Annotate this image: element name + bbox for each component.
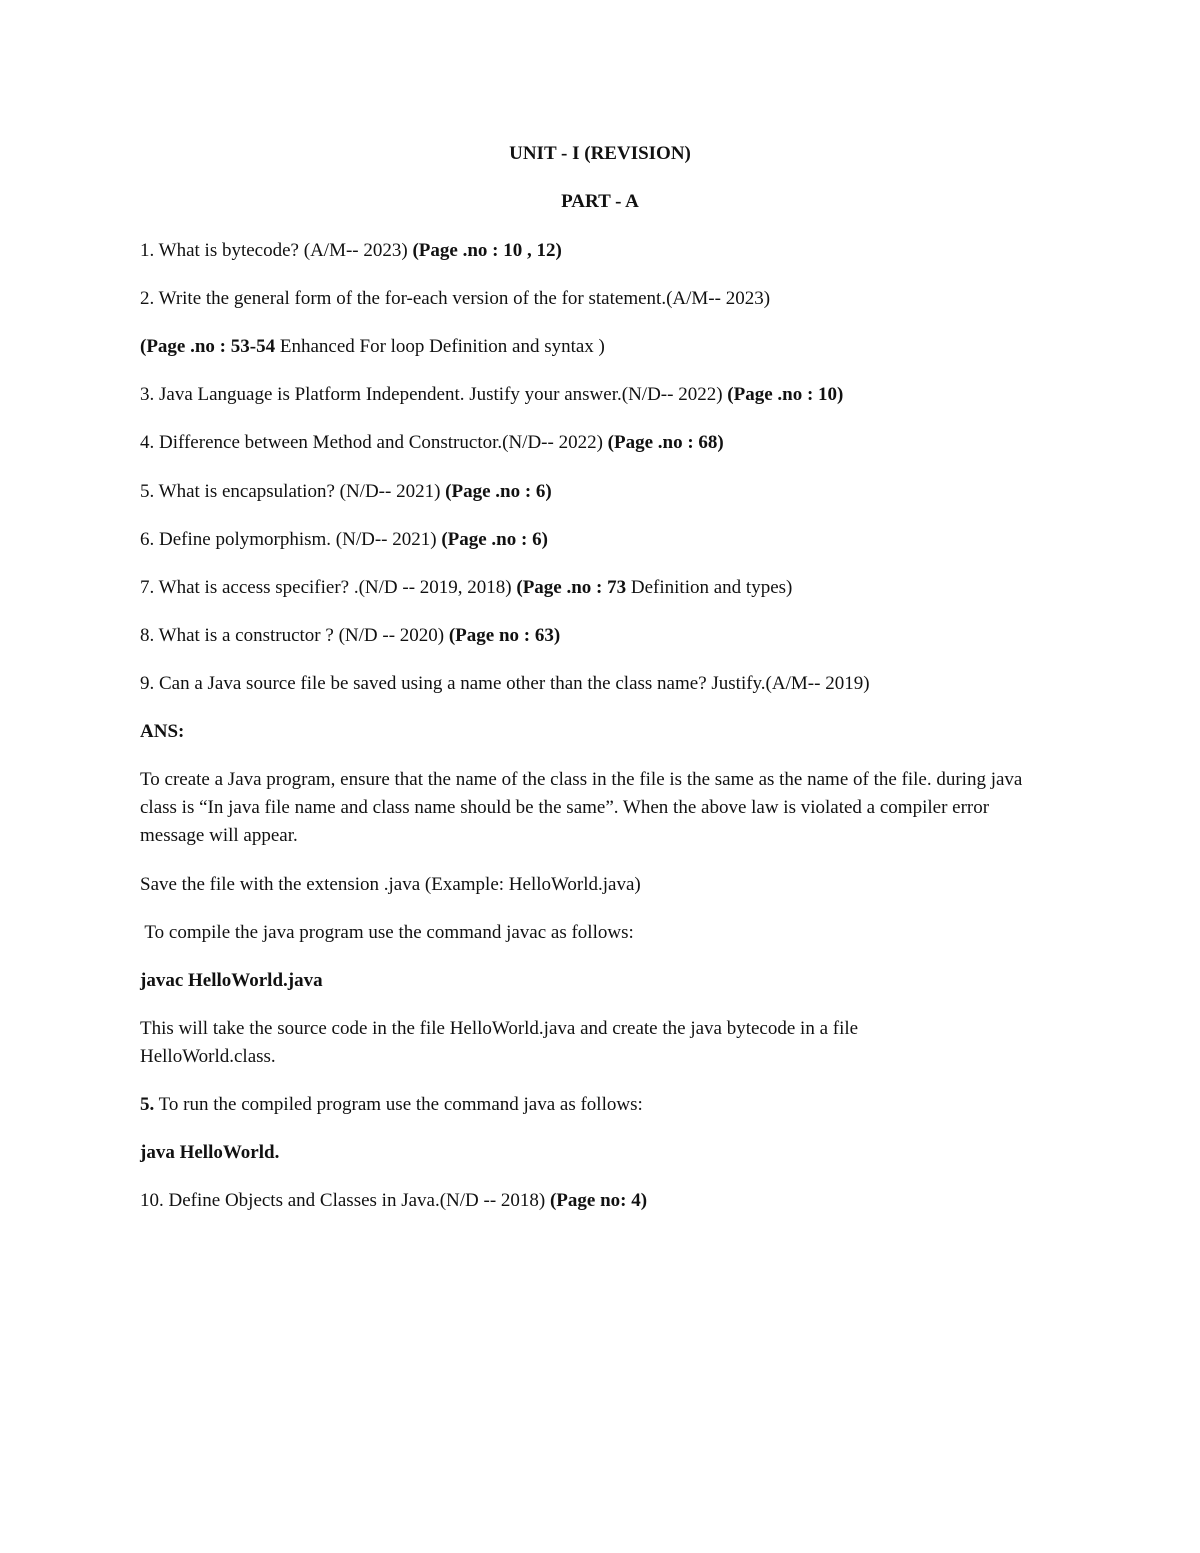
question-4: 4. Difference between Method and Constructor.(N/D-- 2022) (Page .no : 68) bbox=[140, 432, 724, 453]
part-heading: PART - A bbox=[561, 191, 639, 212]
question-2-reference: (Page .no : 53-54 Enhanced For loop Definition and syntax ) bbox=[140, 336, 605, 357]
question-2: 2. Write the general form of the for-each version of the for statement.(A/M-- 2023) bbox=[140, 288, 771, 309]
question-1: 1. What is bytecode? (A/M-- 2023) (Page .no : 10 , 12) bbox=[140, 240, 562, 261]
question-8: 8. What is a constructor ? (N/D -- 2020) (Page no : 63) bbox=[140, 625, 561, 646]
unit-title: UNIT - I (REVISION) bbox=[509, 143, 691, 164]
run-command: java HelloWorld. bbox=[140, 1142, 280, 1163]
answer-paragraph-2: Save the file with the extension .java (Example: HelloWorld.java) bbox=[140, 874, 641, 895]
question-9: 9. Can a Java source file be saved using a name other than the class name? Justify.(A/M-- 2019) bbox=[140, 673, 870, 694]
answer-label: ANS: bbox=[140, 721, 185, 742]
question-7: 7. What is access specifier? .(N/D -- 2019, 2018) (Page .no : 73 Definition and types) bbox=[140, 577, 793, 598]
question-3: 3. Java Language is Platform Independent. Justify your answer.(N/D-- 2022) (Page .no : 10) bbox=[140, 384, 844, 405]
answer-paragraph-1: To create a Java program, ensure that the name of the class in the file is the same as the name of the file. during java class is “In java file name and class name should be the same”. When the above law is violated a compiler error message will appear. bbox=[140, 769, 1023, 846]
answer-paragraph-4: This will take the source code in the file HelloWorld.java and create the java bytecode in a file HelloWorld.class. bbox=[140, 1018, 859, 1067]
answer-step-5: 5. To run the compiled program use the command java as follows: bbox=[140, 1094, 643, 1115]
answer-paragraph-3: To compile the java program use the command javac as follows: bbox=[140, 922, 634, 943]
question-10: 10. Define Objects and Classes in Java.(N/D -- 2018) (Page no: 4) bbox=[140, 1190, 648, 1211]
question-6: 6. Define polymorphism. (N/D-- 2021) (Page .no : 6) bbox=[140, 529, 548, 550]
question-5: 5. What is encapsulation? (N/D-- 2021) (Page .no : 6) bbox=[140, 481, 552, 502]
compile-command: javac HelloWorld.java bbox=[140, 970, 323, 991]
